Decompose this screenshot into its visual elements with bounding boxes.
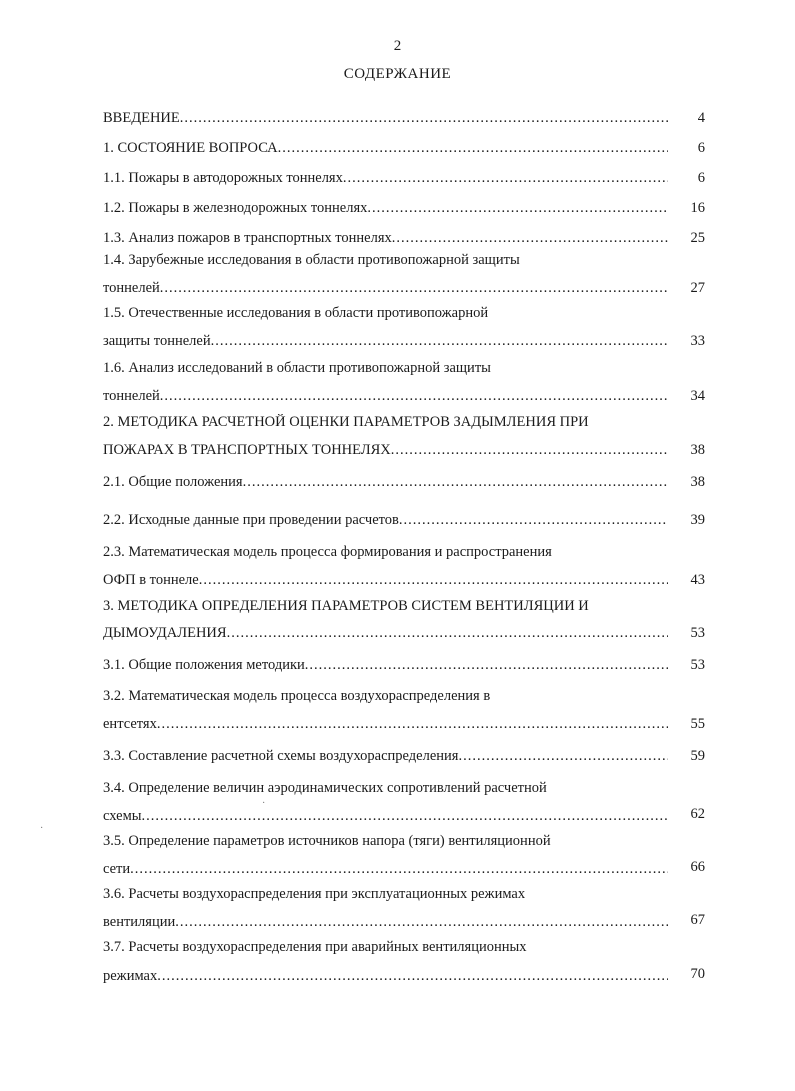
toc-entry-text: 1.3. Анализ пожаров в транспортных тоннелях <box>103 230 392 246</box>
scan-speck: · <box>40 823 44 834</box>
toc-entry-text: защиты тоннелей <box>103 333 211 349</box>
toc-entry-text: схемы <box>103 808 142 824</box>
toc-page-number: 25 <box>690 230 705 246</box>
toc-page-number: 16 <box>690 200 705 216</box>
toc-page-number: 62 <box>690 806 705 822</box>
toc-page-number: 33 <box>690 333 705 349</box>
toc-entry-text: 2.1. Общие положения <box>103 474 243 490</box>
toc-entry-text: сети <box>103 861 131 877</box>
toc-entry-text: 3.3. Составление расчетной схемы воздухораспределения <box>103 748 459 764</box>
toc-entry-text: вентиляции <box>103 914 176 930</box>
toc-page-number: 70 <box>690 966 705 982</box>
page-title: СОДЕРЖАНИЕ <box>343 66 452 82</box>
toc-entry-text: 3.2. Математическая модель процесса воздухораспределения в <box>103 688 491 704</box>
scan-speck: · <box>262 798 266 809</box>
toc-entry-text: ДЫМОУДАЛЕНИЯ <box>103 625 227 641</box>
toc-entry-text: ВВЕДЕНИЕ <box>103 110 180 126</box>
toc-entry-text: 3.6. Расчеты воздухораспределения при эксплуатационных режимах <box>103 886 526 902</box>
toc-entry-text: 3.7. Расчеты воздухораспределения при аварийных вентиляционных <box>103 939 527 955</box>
toc-entry-text: 2. МЕТОДИКА РАСЧЕТНОЙ ОЦЕНКИ ПАРАМЕТРОВ ЗАДЫМЛЕНИЯ ПРИ <box>103 414 589 430</box>
toc-entry-text: 3. МЕТОДИКА ОПРЕДЕЛЕНИЯ ПАРАМЕТРОВ СИСТЕМ ВЕНТИЛЯЦИИ И <box>103 598 589 614</box>
toc-page-number: 66 <box>690 859 705 875</box>
toc-entry-text: 3.4. Определение величин аэродинамических сопротивлений расчетной <box>103 780 547 796</box>
toc-entry-text: 1.6. Анализ исследований в области противопожарной защиты <box>103 360 491 376</box>
toc-page-number: 38 <box>690 474 705 490</box>
toc-entry-text: 1.1. Пожары в автодорожных тоннелях <box>103 170 343 186</box>
toc-entry-text: режимах <box>103 968 158 984</box>
toc-entry-text: 3.1. Общие положения методики <box>103 657 305 673</box>
toc-entry-text: 1. СОСТОЯНИЕ ВОПРОСА <box>103 140 278 156</box>
toc-page-number: 6 <box>697 140 705 156</box>
toc-entry-text: 1.2. Пожары в железнодорожных тоннелях <box>103 200 368 216</box>
toc-entry-text: ПОЖАРАХ В ТРАНСПОРТНЫХ ТОННЕЛЯХ <box>103 442 391 458</box>
toc-page-number: 59 <box>690 748 705 764</box>
toc-page-number: 55 <box>690 716 705 732</box>
toc-page-number: 53 <box>690 625 705 641</box>
toc-page-number: 6 <box>697 170 705 186</box>
toc-page-number: 4 <box>697 110 705 126</box>
toc-entry-text: 2.3. Математическая модель процесса формирования и распространения <box>103 544 552 560</box>
toc-entry-text: 3.5. Определение параметров источников напора (тяги) вентиляционной <box>103 833 551 849</box>
toc-entry-text: 1.4. Зарубежные исследования в области противопожарной защиты <box>103 252 520 268</box>
toc-page-number: 39 <box>690 512 705 528</box>
toc-entry-text: тоннелей <box>103 280 160 296</box>
toc-entry-text: ОФП в тоннеле <box>103 572 199 588</box>
toc-entry-text: тоннелей <box>103 388 160 404</box>
toc-entry-text: 2.2. Исходные данные при проведении расчетов <box>103 512 399 528</box>
toc-page-number: 34 <box>690 388 705 404</box>
toc-page-number: 43 <box>690 572 705 588</box>
toc-page-number: 27 <box>690 280 705 296</box>
toc-page-number: 53 <box>690 657 705 673</box>
toc-entry-text: ентсетях <box>103 716 157 732</box>
toc-page-number: 67 <box>690 912 705 928</box>
page-number: 2 <box>393 38 402 54</box>
toc-page-number: 38 <box>690 442 705 458</box>
toc-entry-text: 1.5. Отечественные исследования в области противопожарной <box>103 305 489 321</box>
